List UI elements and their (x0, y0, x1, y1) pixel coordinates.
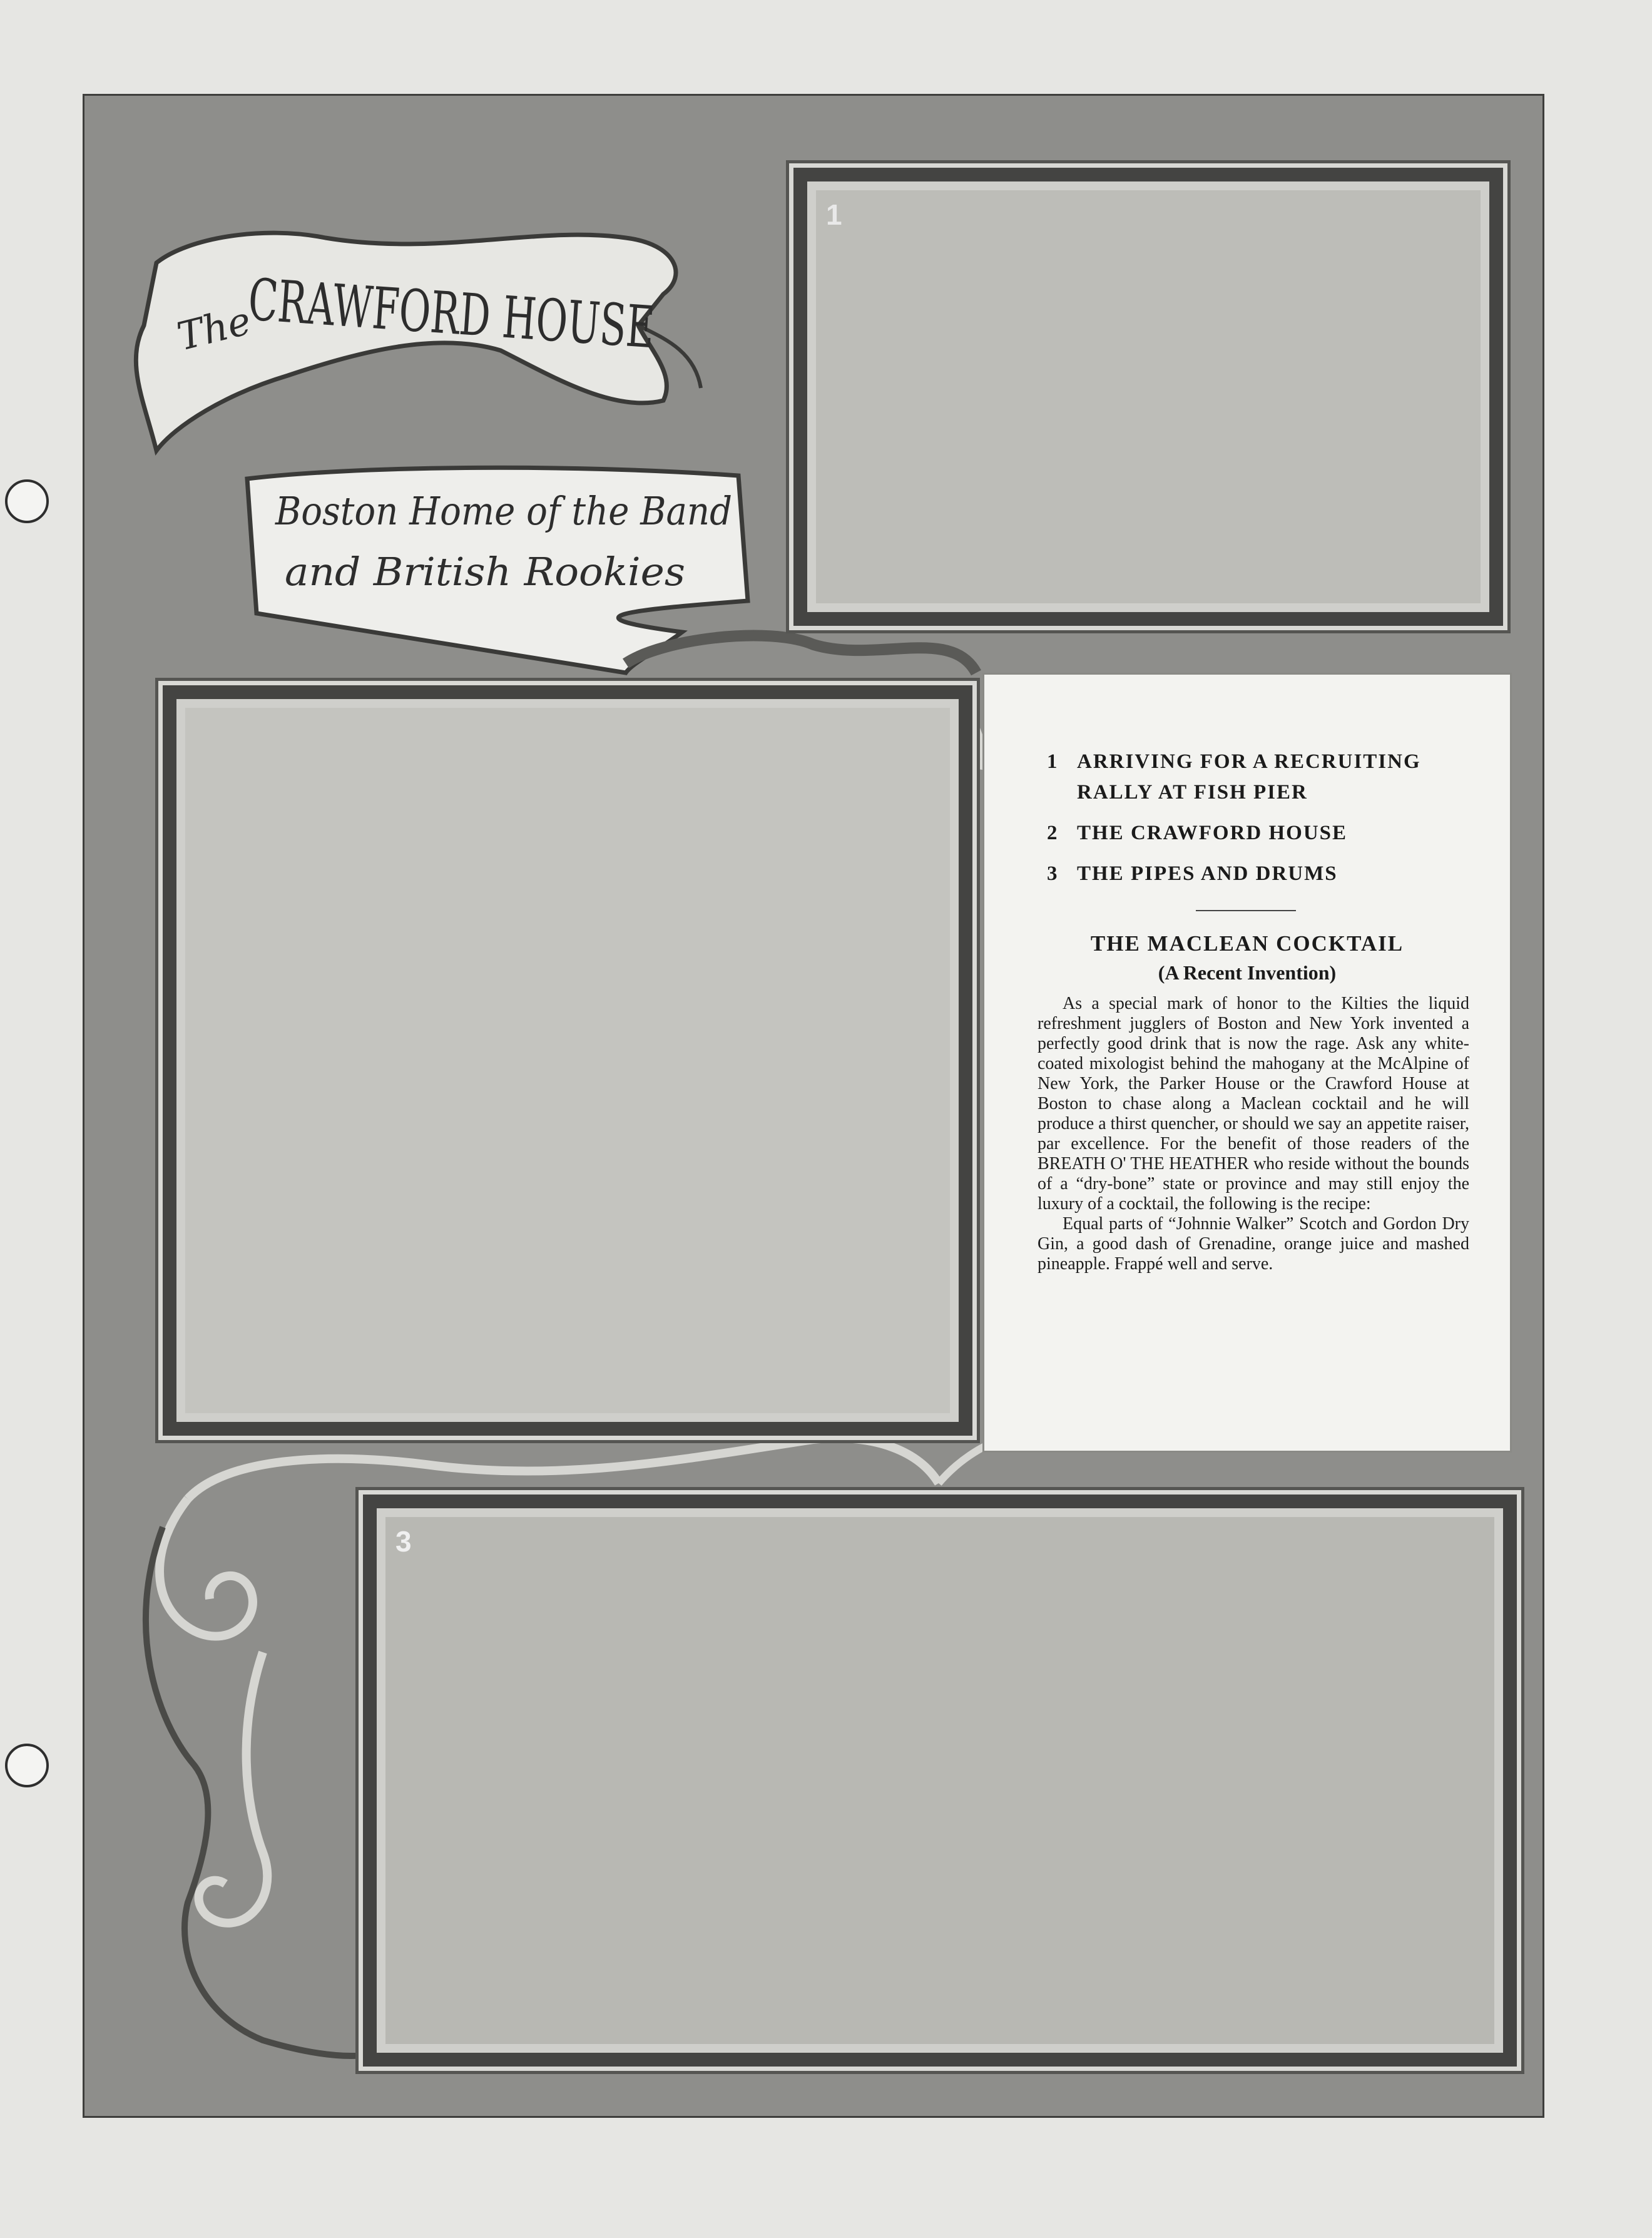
article-body (1038, 994, 1469, 1274)
article-title: THE MACLEAN COCKTAIL (1090, 931, 1404, 956)
photo-number: 3 (395, 1525, 412, 1558)
banner-name: CRAWFORD HOUSE (246, 266, 858, 376)
caption-number: 2 (1047, 822, 1059, 844)
caption-text: ARRIVING FOR A RECRUITING RALLY AT FISH PIER (1077, 750, 1421, 804)
divider (1196, 910, 1296, 911)
caption-text: THE PIPES AND DRUMS (1077, 862, 1338, 885)
caption-item (1047, 747, 1472, 808)
photo-crawford-house (163, 685, 972, 1436)
photo-fish-pier (793, 168, 1503, 626)
caption-number: 3 (1047, 862, 1059, 885)
banner-the: The (172, 297, 256, 360)
article-paragraph: Equal parts of “Johnnie Walker” Scotch and Gordon Dry Gin, a good dash of Grenadine, orange juice and mashed pineapple. Frappé well and serve. (1038, 1214, 1469, 1274)
caption-item (1047, 859, 1472, 889)
photo-pipes-and-drums-image (385, 1517, 1494, 2044)
caption-number: 1 (1047, 750, 1059, 773)
caption-text: THE CRAWFORD HOUSE (1077, 822, 1348, 844)
photo-pipes-and-drums (363, 1495, 1517, 2067)
caption-panel (982, 673, 1512, 1453)
photo-crawford-house-image (185, 708, 950, 1413)
article-subtitle: (A Recent Invention) (1158, 961, 1337, 984)
subtitle-line1: Boston Home of the Band (275, 488, 732, 534)
subtitle-line2: and British Rookies (285, 549, 685, 595)
photo-number: 1 (826, 198, 842, 231)
article-paragraph: As a special mark of honor to the Kilties the liquid refreshment jugglers of Boston and New York invented a perfectly good drink that is now the rage. Ask any white-coated mixologist behind the mahogany at the McAlpine of New York, the Parker House or the Crawford House at Boston to chase along a Maclean cocktail and he will produce a thirst quencher, or should we say an appetite raiser, par excellence. For the benefit of those readers of the BREATH O' THE HEATHER who reside without the bounds of a “dry-bone” state or province and may still enjoy the luxury of a cocktail, the following is the recipe: (1038, 994, 1469, 1214)
caption-item (1047, 818, 1472, 849)
photo-fish-pier-image (816, 190, 1481, 603)
caption-list (1047, 747, 1472, 899)
